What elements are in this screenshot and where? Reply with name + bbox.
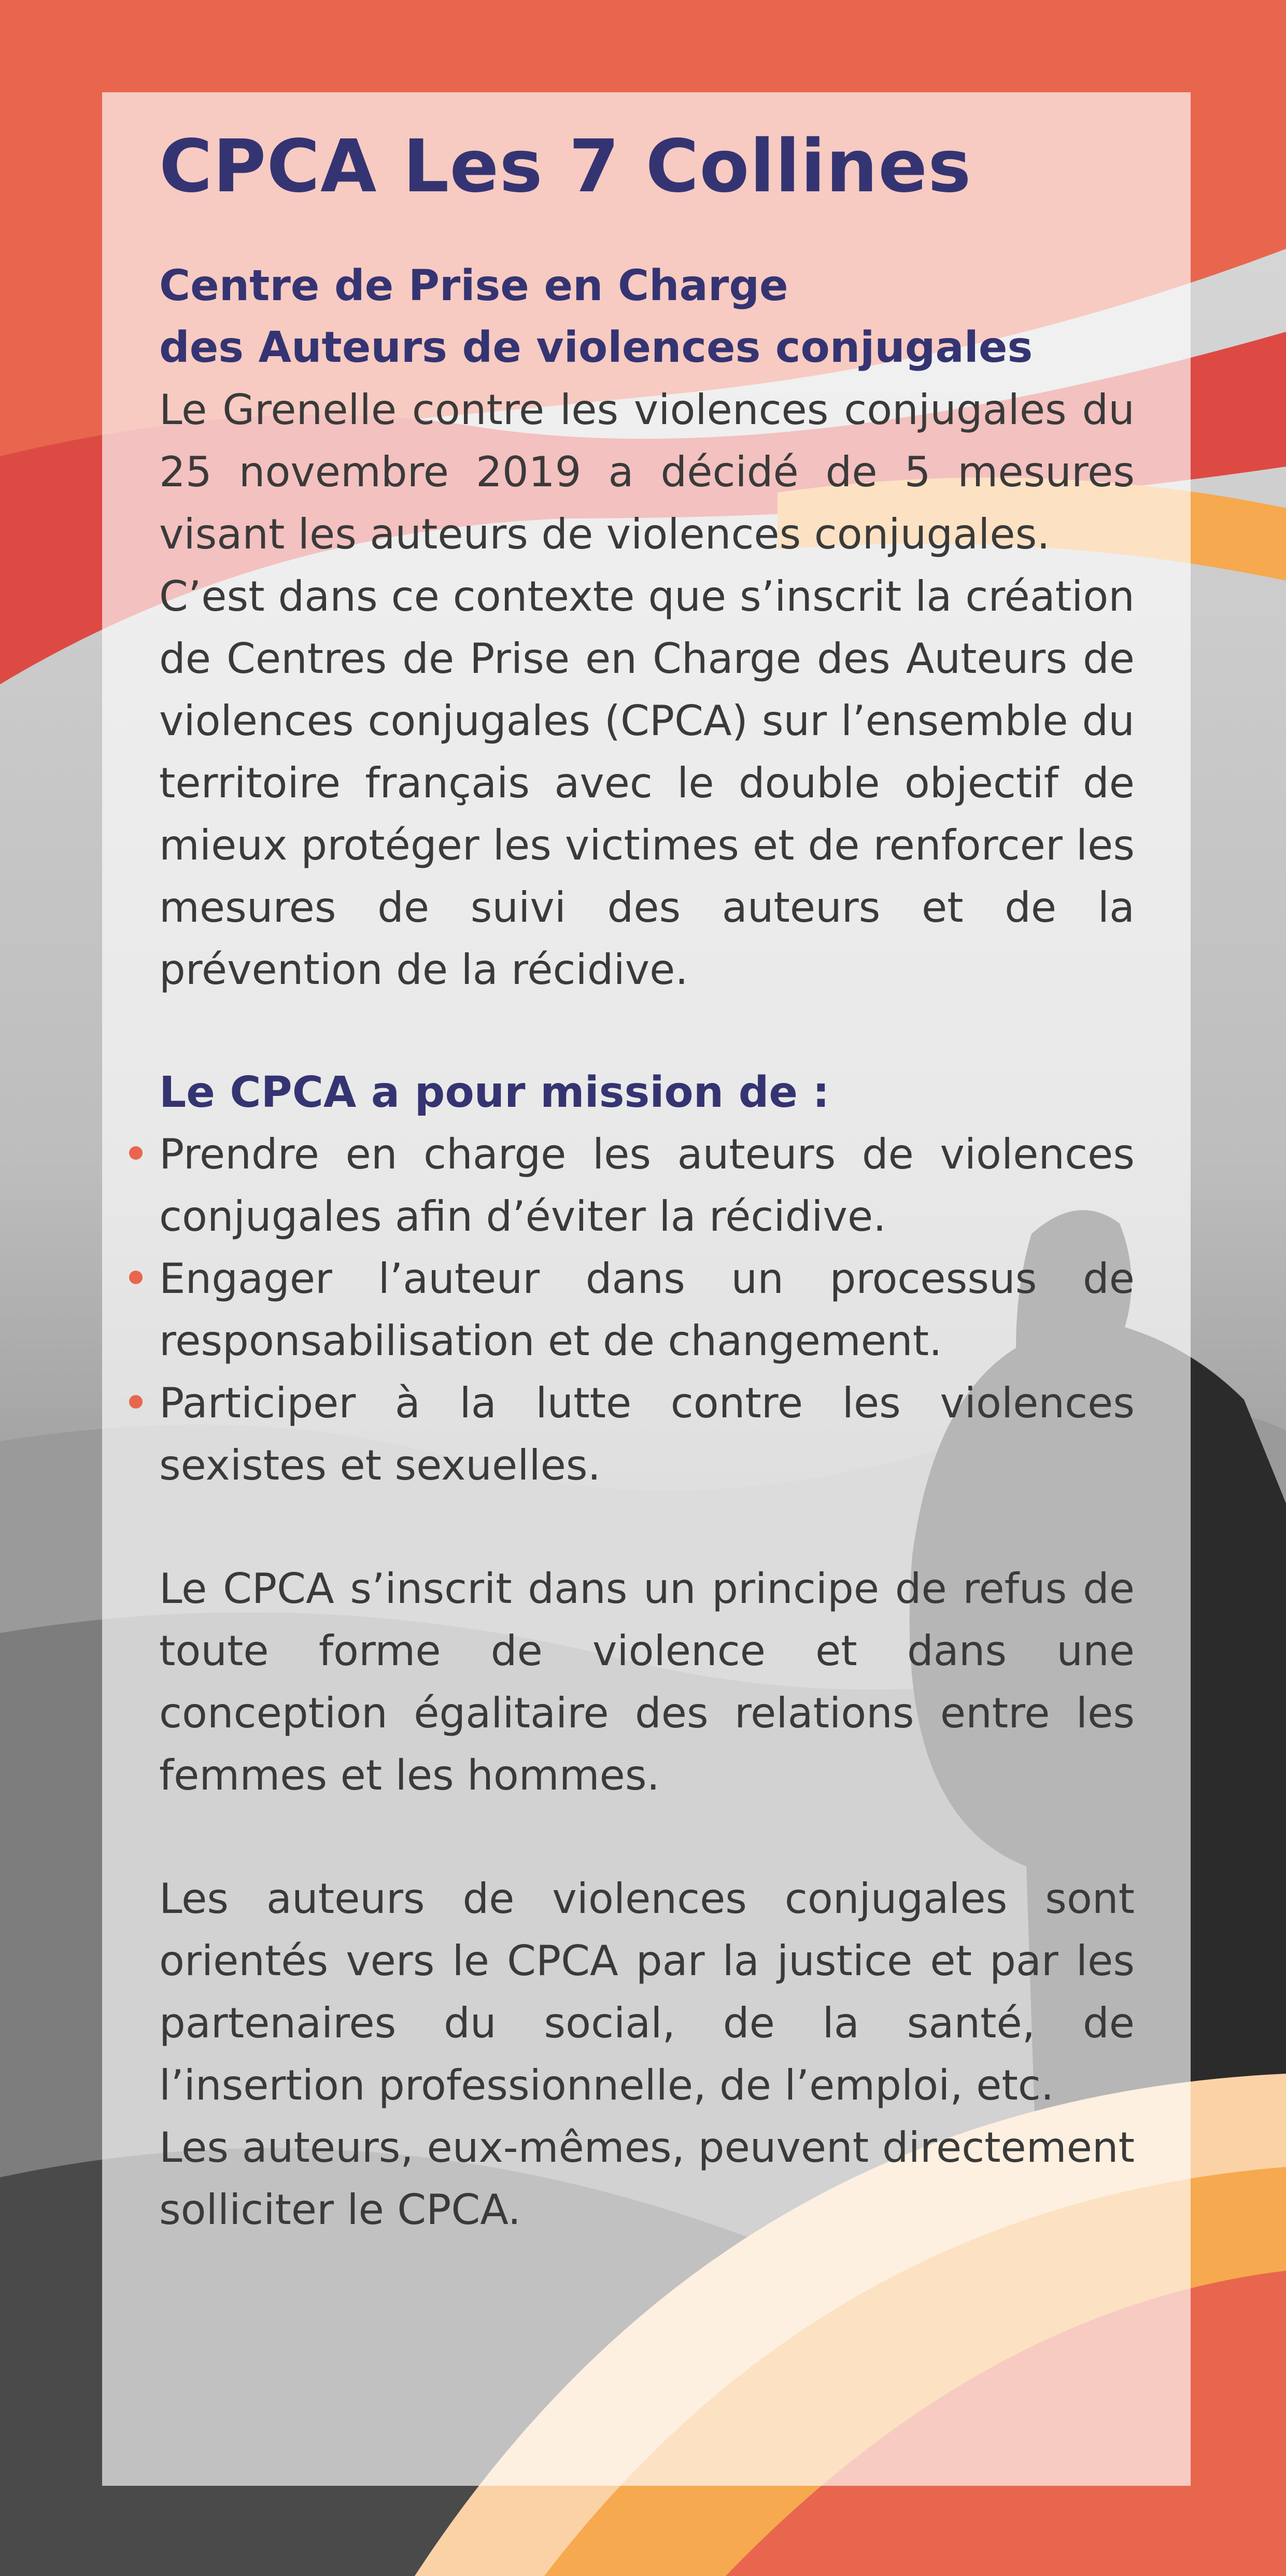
principle-paragraph: Le CPCA s’inscrit dans un principe de refus de toute forme de violence et dans une conception égalitaire des relations entre les femmes et les hommes. bbox=[159, 1565, 1135, 1800]
orientation-paragraph-1: Les auteurs de violences conjugales sont orientés vers le CPCA par la justice et par les partenaires du social, de la santé, de l’insertion professionnelle, de l’emploi, etc. bbox=[159, 1875, 1135, 2110]
subtitle-line-1: Centre de Prise en Charge bbox=[159, 261, 788, 311]
intro-paragraph-2: C’est dans ce contexte que s’inscrit la création de Centres de Prise en Charge des Auteurs de violences conjugales (CPCA) sur l’ensemble du territoire français avec le double objectif de mieux protéger les victimes et de renforcer les mesures de suivi des auteurs et de la prévention de la récidive. bbox=[159, 572, 1135, 994]
page-title: CPCA Les 7 Collines bbox=[159, 124, 972, 209]
content-panel bbox=[102, 92, 1191, 2486]
intro-paragraph-1: Le Grenelle contre les violences conjugales du 25 novembre 2019 a décidé de 5 mesures visant les auteurs de violences conjugales. bbox=[159, 385, 1135, 558]
mission-text: Engager l’auteur dans un processus de responsabilisation et de changement. bbox=[159, 1255, 1135, 1366]
mission-list bbox=[159, 1123, 1135, 1497]
bullet-icon bbox=[129, 1146, 143, 1160]
subtitle-line-2: des Auteurs de violences conjugales bbox=[159, 322, 1033, 372]
mission-item bbox=[159, 1248, 1135, 1372]
mission-text: Participer à la lutte contre les violences sexistes et sexuelles. bbox=[159, 1379, 1135, 1490]
mission-item bbox=[159, 1372, 1135, 1497]
mission-text: Prendre en charge les auteurs de violences conjugales afin d’éviter la récidive. bbox=[159, 1130, 1135, 1241]
orientation-paragraph-2: Les auteurs, eux-mêmes, peuvent directement solliciter le CPCA. bbox=[159, 2123, 1135, 2234]
bullet-icon bbox=[129, 1271, 143, 1284]
subtitle bbox=[159, 256, 1135, 379]
mission-item bbox=[159, 1123, 1135, 1248]
mission-heading: Le CPCA a pour mission de : bbox=[159, 1067, 830, 1117]
bullet-icon bbox=[129, 1395, 143, 1409]
